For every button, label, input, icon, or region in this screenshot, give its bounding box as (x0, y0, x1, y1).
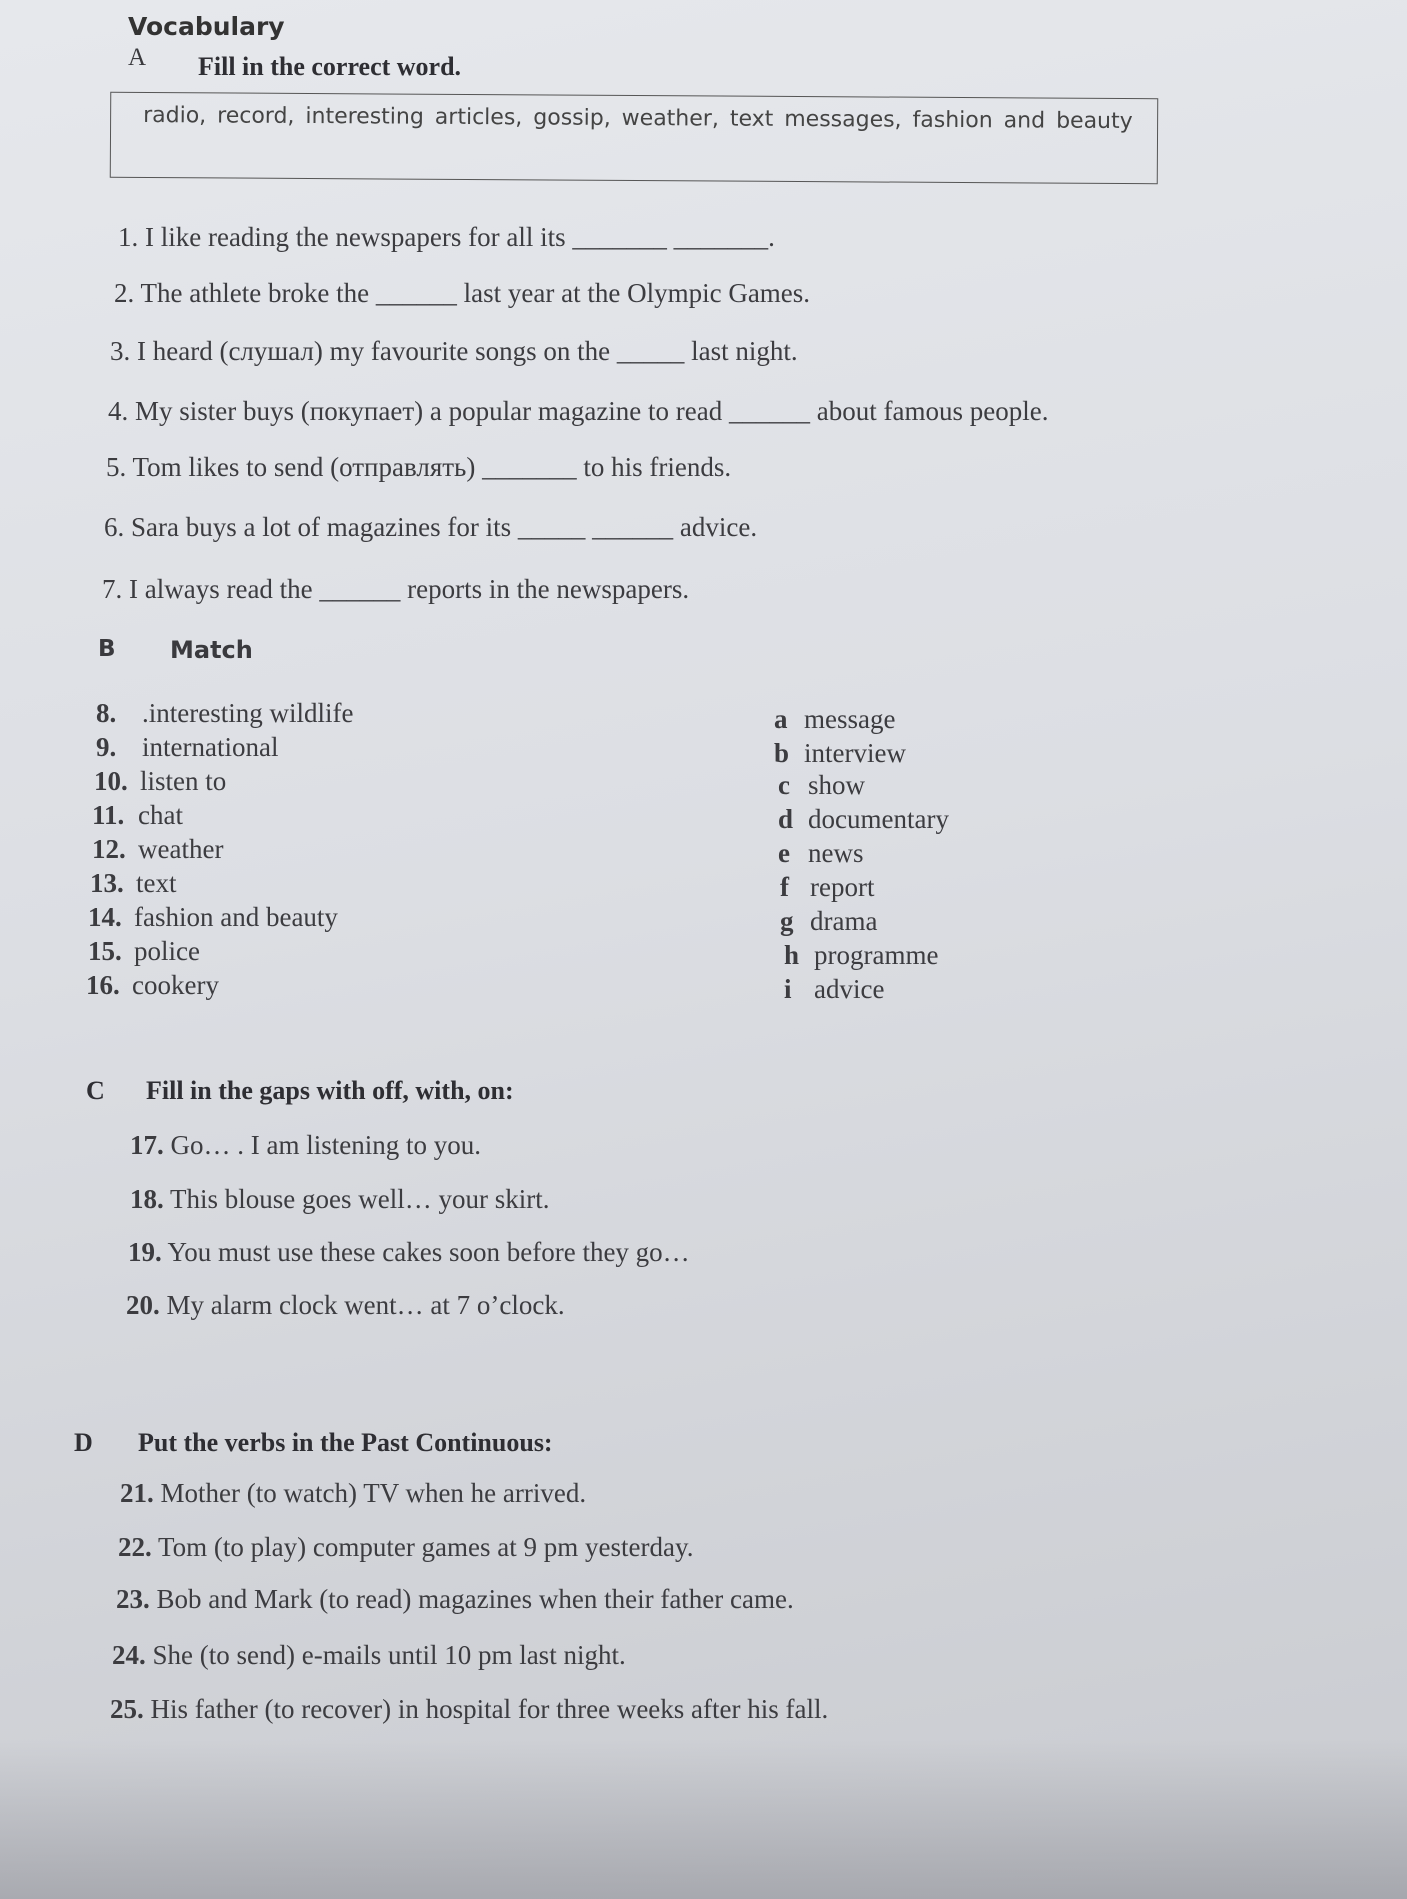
exercise-d-item (118, 1532, 693, 1563)
match-left-text: listen to (140, 766, 227, 796)
item-text: Go… . I am listening to you. (170, 1130, 481, 1160)
match-left-text: weather (138, 834, 224, 864)
match-right-item (784, 974, 884, 1005)
exercise-d-item (120, 1478, 586, 1509)
exercise-a-item-4: 4. My sister buys (покупает) a popular magazine to read ______ about famous people. (108, 396, 1049, 426)
section-b-heading: Match (170, 636, 253, 664)
paper-shadow (0, 1739, 1407, 1899)
item-number: 23. (116, 1584, 150, 1614)
section-c-letter: C (86, 1076, 105, 1105)
exercise-d-item (110, 1694, 828, 1725)
item-number: 19. (128, 1237, 162, 1267)
exercise-a-item-5: 5. Tom likes to send (отправлять) _______ to his friends. (106, 452, 732, 482)
match-left-number: 9. (96, 732, 117, 762)
item-number: 22. (118, 1532, 152, 1562)
item-text: Mother (to watch) TV when he arrived. (160, 1478, 587, 1508)
match-right-letter: a (774, 704, 788, 734)
item-text: Bob and Mark (to read) magazines when their father came. (156, 1584, 794, 1614)
match-right-letter: e (778, 838, 790, 868)
section-d-letter: D (74, 1428, 93, 1457)
exercise-d-item (112, 1640, 626, 1671)
exercise-c-item (130, 1184, 549, 1215)
item-text: My alarm clock went… at 7 o’clock. (166, 1290, 565, 1320)
match-left-number: 8. (96, 698, 117, 728)
match-right-text: report (810, 872, 875, 902)
match-right-item (774, 704, 895, 735)
section-c-heading: Fill in the gaps with off, with, on: (146, 1076, 514, 1105)
match-right-text: drama (810, 906, 878, 936)
match-left-item (92, 834, 223, 865)
exercise-c-item (130, 1130, 481, 1161)
exercise-a-item-6: 6. Sara buys a lot of magazines for its _____ ______ advice. (104, 512, 758, 542)
word-bank: radio, record, interesting articles, gossip, weather, text messages, fashion and beauty (143, 103, 1133, 135)
exercise-d-item (116, 1584, 794, 1615)
match-right-text: message (804, 704, 896, 734)
item-number: 21. (120, 1478, 154, 1508)
match-right-text: news (808, 838, 864, 868)
match-right-text: show (808, 770, 866, 800)
match-left-text: chat (138, 800, 183, 830)
match-right-item (774, 738, 906, 769)
match-left-item (96, 698, 353, 729)
section-a-letter: A (128, 44, 147, 71)
word-bank-box (110, 92, 1159, 184)
match-right-item (780, 906, 877, 937)
match-left-number: 11. (92, 800, 125, 830)
item-number: 17. (130, 1130, 164, 1160)
section-b-letter: B (98, 636, 116, 662)
match-right-letter: d (778, 804, 794, 834)
exercise-c-item (128, 1237, 690, 1268)
item-number: 20. (126, 1290, 160, 1320)
match-right-item (778, 804, 949, 835)
page-title: Vocabulary (128, 12, 285, 41)
section-d-heading: Put the verbs in the Past Continuous: (138, 1428, 553, 1457)
match-right-letter: c (778, 770, 790, 800)
item-text: This blouse goes well… your skirt. (170, 1184, 550, 1214)
item-text: Tom (to play) computer games at 9 pm yesterday. (158, 1532, 694, 1562)
match-left-number: 13. (90, 868, 124, 898)
item-text: His father (to recover) in hospital for three weeks after his fall. (150, 1694, 829, 1724)
item-number: 24. (112, 1640, 146, 1670)
match-left-item (96, 732, 278, 763)
item-text: She (to send) e-mails until 10 pm last night. (152, 1640, 626, 1670)
match-right-text: interview (804, 738, 906, 768)
match-right-item (778, 838, 864, 869)
item-number: 18. (130, 1184, 164, 1214)
match-right-letter: f (780, 872, 789, 902)
match-left-text: international (142, 732, 279, 762)
match-left-item (86, 970, 219, 1001)
match-right-letter: h (784, 940, 800, 970)
match-left-text: .interesting wildlife (142, 698, 354, 728)
match-left-item (88, 902, 338, 933)
match-right-text: advice (814, 974, 885, 1004)
exercise-a-item-2: 2. The athlete broke the ______ last year at the Olympic Games. (114, 278, 811, 308)
exercise-a-item-1: 1. I like reading the newspapers for all its _______ _______. (118, 222, 775, 252)
exercise-c-item (126, 1290, 565, 1321)
match-right-letter: b (774, 738, 790, 768)
match-left-text: cookery (132, 970, 219, 1000)
match-right-letter: i (784, 974, 792, 1004)
match-right-letter: g (780, 906, 794, 936)
match-left-number: 10. (94, 766, 128, 796)
match-left-number: 16. (86, 970, 120, 1000)
match-left-number: 12. (92, 834, 126, 864)
match-left-number: 15. (88, 936, 122, 966)
match-right-item (784, 940, 938, 971)
match-right-item (778, 770, 865, 801)
item-text: You must use these cakes soon before they go… (167, 1237, 690, 1267)
item-number: 25. (110, 1694, 144, 1724)
match-right-item (780, 872, 874, 903)
match-left-item (90, 868, 177, 899)
match-right-text: documentary (808, 804, 949, 834)
exercise-a-item-3: 3. I heard (слушал) my favourite songs on the _____ last night. (110, 336, 798, 366)
match-left-text: fashion and beauty (134, 902, 338, 932)
section-a-heading: Fill in the correct word. (198, 52, 462, 81)
match-left-item (94, 766, 226, 797)
exercise-a-item-7: 7. I always read the ______ reports in the newspapers. (102, 574, 690, 604)
match-left-item (88, 936, 200, 967)
match-left-text: police (134, 936, 200, 966)
match-left-number: 14. (88, 902, 122, 932)
match-left-text: text (136, 868, 177, 898)
match-right-text: programme (814, 940, 939, 970)
match-left-item (92, 800, 183, 831)
